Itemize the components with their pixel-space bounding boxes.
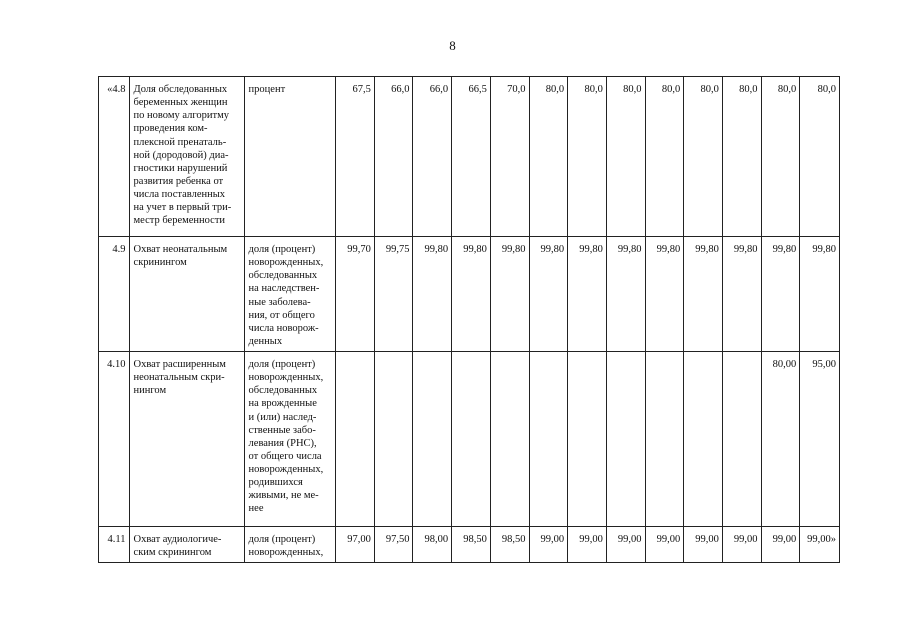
- value-cell: 99,00: [722, 527, 761, 563]
- value-cell: 66,5: [452, 77, 491, 237]
- value-cell: 99,80: [568, 237, 607, 352]
- value-cell: 99,80: [722, 237, 761, 352]
- value-cell: 99,80: [490, 237, 529, 352]
- value-cell: 98,50: [452, 527, 491, 563]
- value-cell: 80,0: [722, 77, 761, 237]
- indicator-table: [98, 76, 840, 563]
- value-cell: 80,0: [645, 77, 684, 237]
- value-cell: 99,75: [374, 237, 413, 352]
- value-cell: [529, 352, 568, 527]
- page-number: 8: [449, 38, 456, 53]
- value-cell: [684, 352, 723, 527]
- value-cell: 67,5: [336, 77, 375, 237]
- table-row: [99, 237, 840, 352]
- row-number-cell: «4.8: [99, 77, 130, 237]
- value-cell: 99,00: [645, 527, 684, 563]
- table-row: [99, 527, 840, 563]
- value-cell: [606, 352, 645, 527]
- value-cell: 80,0: [800, 77, 840, 237]
- value-cell: 80,0: [606, 77, 645, 237]
- unit-cell: доля (процент) новорожденных,: [244, 527, 336, 563]
- value-cell: 99,00: [529, 527, 568, 563]
- value-cell: 99,80: [684, 237, 723, 352]
- value-cell: 99,80: [413, 237, 452, 352]
- value-cell: 80,0: [568, 77, 607, 237]
- value-cell: [645, 352, 684, 527]
- value-cell: 97,50: [374, 527, 413, 563]
- value-cell: 80,0: [761, 77, 800, 237]
- value-cell: 99,00: [684, 527, 723, 563]
- unit-cell: доля (процент) новорожденных, обследованных на наследствен- ные заболева- ния, от общего числа новорож- денных: [244, 237, 336, 352]
- value-cell: 99,80: [529, 237, 568, 352]
- value-cell: 66,0: [413, 77, 452, 237]
- row-number-cell: 4.10: [99, 352, 130, 527]
- value-cell: [413, 352, 452, 527]
- value-cell: 99,80: [800, 237, 840, 352]
- value-cell: 70,0: [490, 77, 529, 237]
- table-row: [99, 77, 840, 237]
- indicator-name-cell: Охват расширенным неонатальным скри- нингом: [129, 352, 244, 527]
- value-cell: 99,80: [645, 237, 684, 352]
- value-cell: 99,80: [761, 237, 800, 352]
- row-number-cell: 4.9: [99, 237, 130, 352]
- unit-cell: процент: [244, 77, 336, 237]
- value-cell: 99,00: [568, 527, 607, 563]
- value-cell: 66,0: [374, 77, 413, 237]
- value-cell: [490, 352, 529, 527]
- value-cell: 99,80: [606, 237, 645, 352]
- value-cell: 80,0: [529, 77, 568, 237]
- value-cell: 98,50: [490, 527, 529, 563]
- value-cell: 99,00: [606, 527, 645, 563]
- table-row: [99, 352, 840, 527]
- value-cell: [374, 352, 413, 527]
- indicator-name-cell: Охват неонатальным скринингом: [129, 237, 244, 352]
- value-cell: [722, 352, 761, 527]
- indicator-name-cell: Охват аудиологиче- ским скринингом: [129, 527, 244, 563]
- value-cell: 98,00: [413, 527, 452, 563]
- value-cell: 99,00: [761, 527, 800, 563]
- unit-cell: доля (процент) новорожденных, обследованных на врожденные и (или) наслед- ственные забо- левания (РНС), от общего числа новорожденных, родившихся живыми, не ме- нее: [244, 352, 336, 527]
- value-cell: 99,80: [452, 237, 491, 352]
- value-cell: [452, 352, 491, 527]
- value-cell: 80,0: [684, 77, 723, 237]
- value-cell: 80,00: [761, 352, 800, 527]
- value-cell: [568, 352, 607, 527]
- value-cell: 95,00: [800, 352, 840, 527]
- value-cell: 97,00: [336, 527, 375, 563]
- value-cell: [336, 352, 375, 527]
- row-number-cell: 4.11: [99, 527, 130, 563]
- value-cell: 99,70: [336, 237, 375, 352]
- indicator-name-cell: Доля обследованных беременных женщин по новому алгоритму проведения ком- плексной пренаталь- ной (дородовой) диа- гностики нарушений развития ребенка от числа поставленных на учет в первый три- местр беременности: [129, 77, 244, 237]
- value-cell: 99,00»: [800, 527, 840, 563]
